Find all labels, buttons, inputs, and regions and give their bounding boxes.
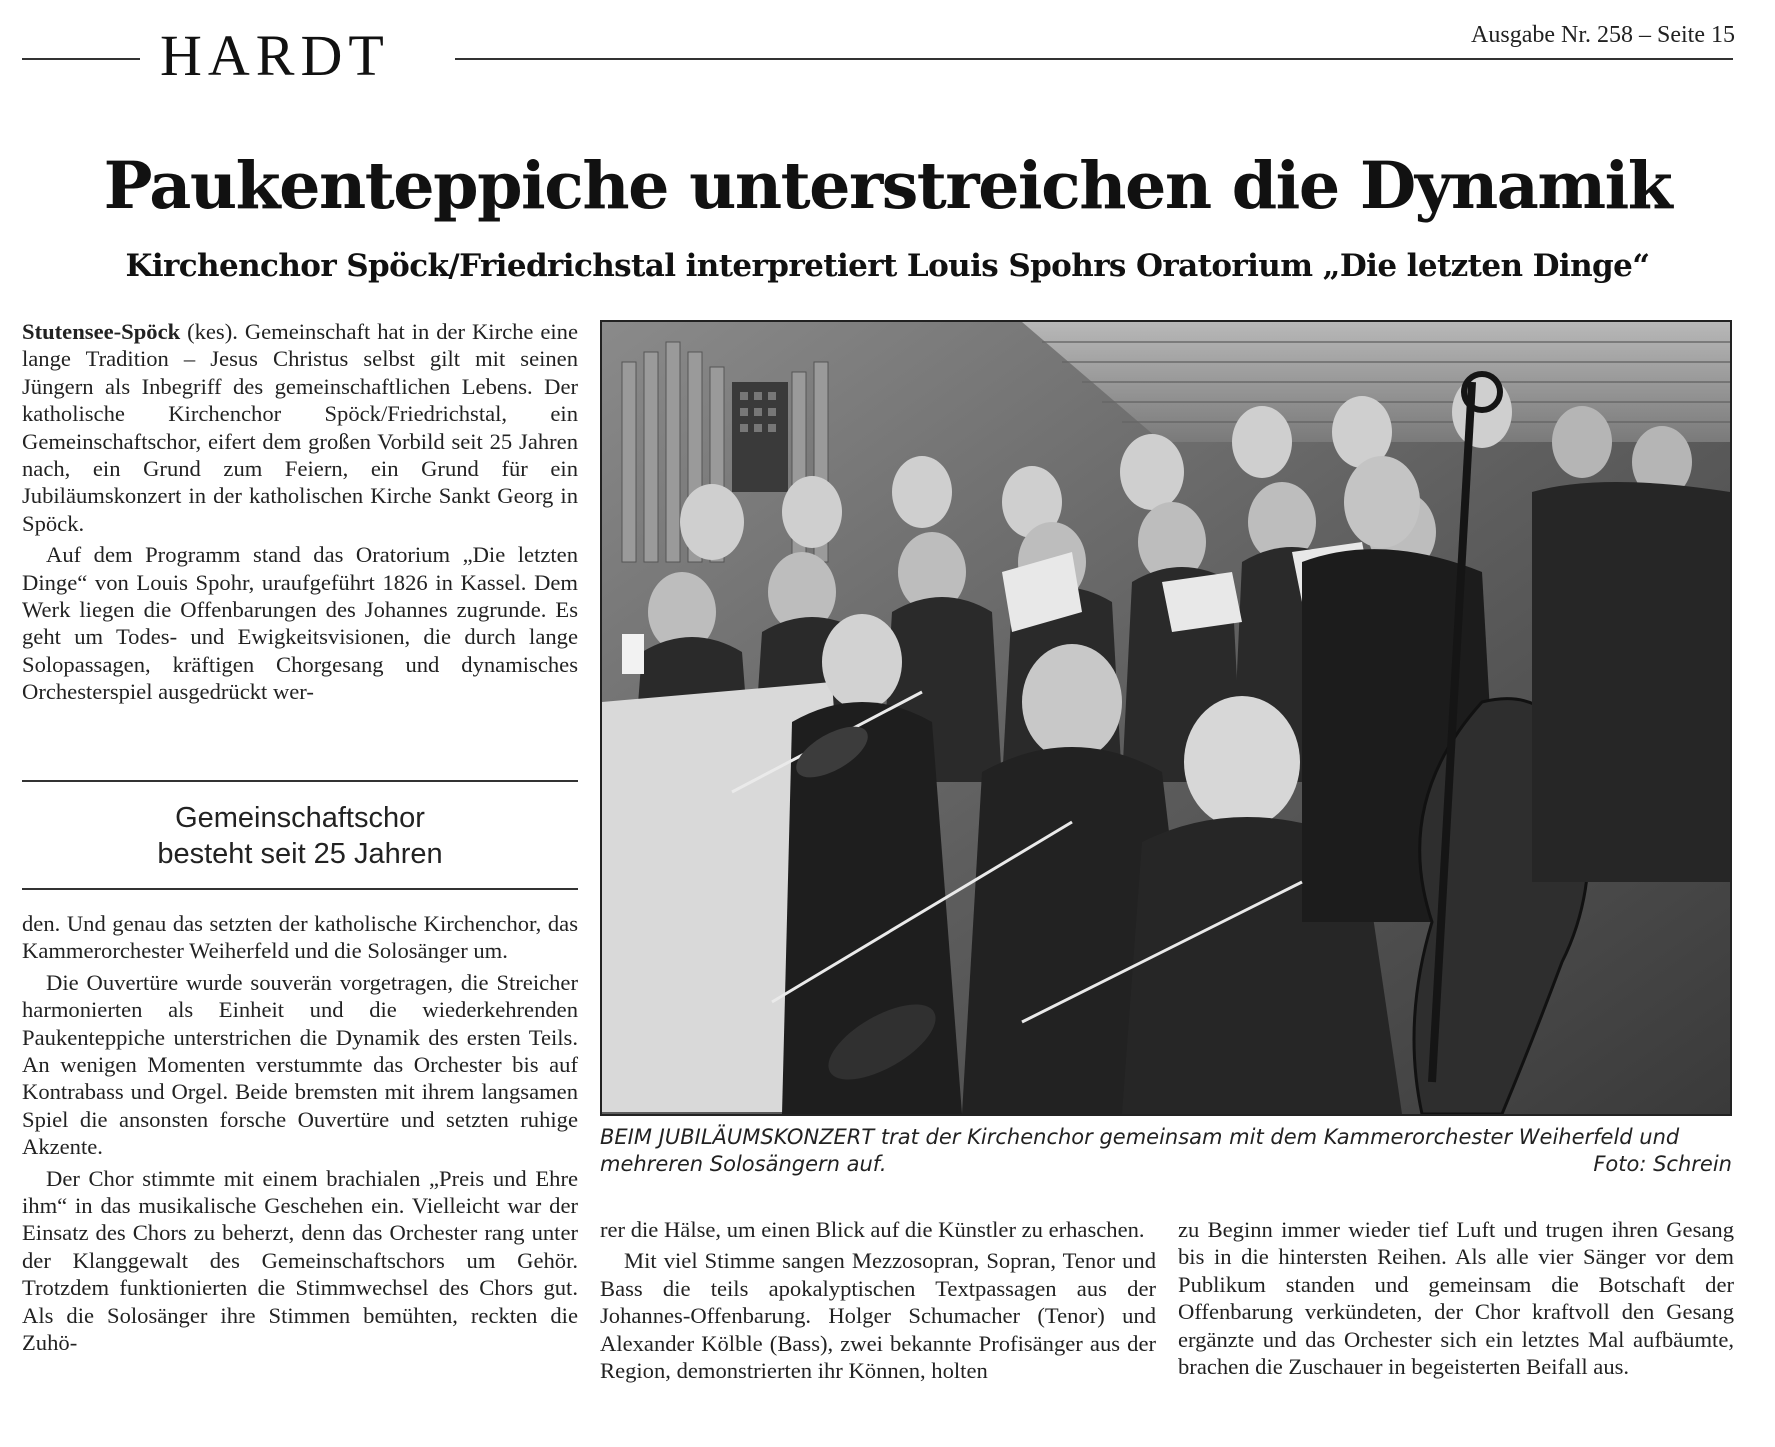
intertitle-line-1: Gemeinschaftschor — [175, 802, 425, 834]
paragraph-program: Auf dem Programm stand das Oratorium „Die letzten Dinge“ von Louis Spohr, uraufgeführt 1826 in Kassel. Dem Werk liegen die Offenbarungen des Johannes zugrunde. Es geht um Todes- und Ewigkeitsvisionen, die durch lange Solopassagen, kräftigen Chorgesang und dynamisches Orchesterspiel ausgedrückt wer- — [22, 542, 578, 705]
article-column-1-bottom — [22, 910, 578, 1361]
article-headline: Paukenteppiche unterstreichen die Dynamik — [103, 148, 1672, 224]
paragraph-intro-text: (kes). Gemeinschaft hat in der Kirche eine lange Tradition – Jesus Christus selbst gilt mit seinen Jüngern als Inbegriff des gemeinschaftlichen Lebens. Der katholische Kirchenchor Spöck/Friedrichstal, ein Gemeinschaftschor, eifert dem großen Vorbild seit 25 Jahren nach, ein Grund zum Feiern, ein Grund für ein Jubiläumskonzert in der katholischen Kirche Sankt Georg in Spöck. — [22, 319, 578, 536]
intertitle-rule-bottom — [22, 888, 578, 890]
paragraph-soloists: Mit viel Stimme sangen Mezzosopran, Sopran, Tenor und Bass die teils apokalyptischen Textpassagen aus der Johannes-Offenbarung. Holger Schumacher (Tenor) und Alexander Kölble (Bass), zwei bekannte Profisänger aus der Region, demonstrierten ihr Können, holten — [600, 1248, 1156, 1384]
paragraph-intro — [22, 318, 578, 537]
dateline: Stutensee-Spöck — [22, 319, 181, 344]
concert-photo-illustration — [602, 322, 1730, 1114]
intertitle-line-2: besteht seit 25 Jahren — [157, 838, 443, 870]
caption-text: trat der Kirchenchor gemeinsam mit dem Kammerorchester Weiherfeld und mehreren Solosängern auf. — [600, 1125, 1680, 1176]
paragraph-choir: Der Chor stimmte mit einem brachialen „Preis und Ehre ihm“ in das musikalische Geschehen ein. Vielleicht war der Einsatz des Chors zu beherzt, denn das Orchester rang unter der Klanggewalt des Gemeinschaftschors um Gehör. Trotzdem funktionierten die Stimmwechsel des Chors gut. Als die Solosänger ihre Stimmen bemühten, reckten die Zuhö- — [22, 1165, 578, 1356]
header-rule-right — [455, 58, 1733, 60]
section-title: HARDT — [160, 23, 390, 88]
concert-photo — [600, 320, 1732, 1116]
caption-lead: BEIM JUBILÄUMSKONZERT — [600, 1125, 875, 1149]
article-column-2 — [600, 1216, 1156, 1388]
article-subheadline: Kirchenchor Spöck/Friedrichstal interpretiert Louis Spohrs Oratorium „Die letzten Dinge“ — [125, 248, 1650, 284]
photo-credit: Foto: Schrein — [1593, 1152, 1732, 1176]
paragraph-audience: rer die Hälse, um einen Blick auf die Künstler zu erhaschen. — [600, 1217, 1145, 1242]
intertitle-rule-top — [22, 780, 578, 782]
paragraph-continuation: den. Und genau das setzten der katholische Kirchenchor, das Kammerorchester Weiherfeld und die Solosänger um. — [22, 911, 578, 964]
photo-caption — [600, 1124, 1732, 1178]
header-rule-left — [22, 58, 140, 60]
article-column-1-top — [22, 318, 578, 710]
paragraph-finale: zu Beginn immer wieder tief Luft und trugen ihren Gesang bis in die hintersten Reihen. Als alle vier Sänger vor dem Publikum standen und gemeinsam die Botschaft der Offenbarung verkündeten, der Chor kraftvoll den Gesang ergänzte und das Orchester sich ein letztes Mal aufbäumte, brachen die Zuschauer in begeisterten Beifall aus. — [1178, 1217, 1734, 1380]
paragraph-overture: Die Ouvertüre wurde souverän vorgetragen, die Streicher harmonierten als Einheit und die wiederkehrenden Paukenteppiche unterstrichen die Dynamik des ersten Teils. An wenigen Momenten verstummte das Orchester bis auf Kontrabass und Orgel. Beide bremsten mit ihrem langsamen Spiel die ansonsten forsche Ouvertüre und setzten ruhige Akzente. — [22, 969, 578, 1160]
intertitle — [22, 800, 578, 872]
issue-page-number: Ausgabe Nr. 258 – Seite 15 — [1471, 22, 1735, 48]
article-column-3 — [1178, 1216, 1734, 1384]
